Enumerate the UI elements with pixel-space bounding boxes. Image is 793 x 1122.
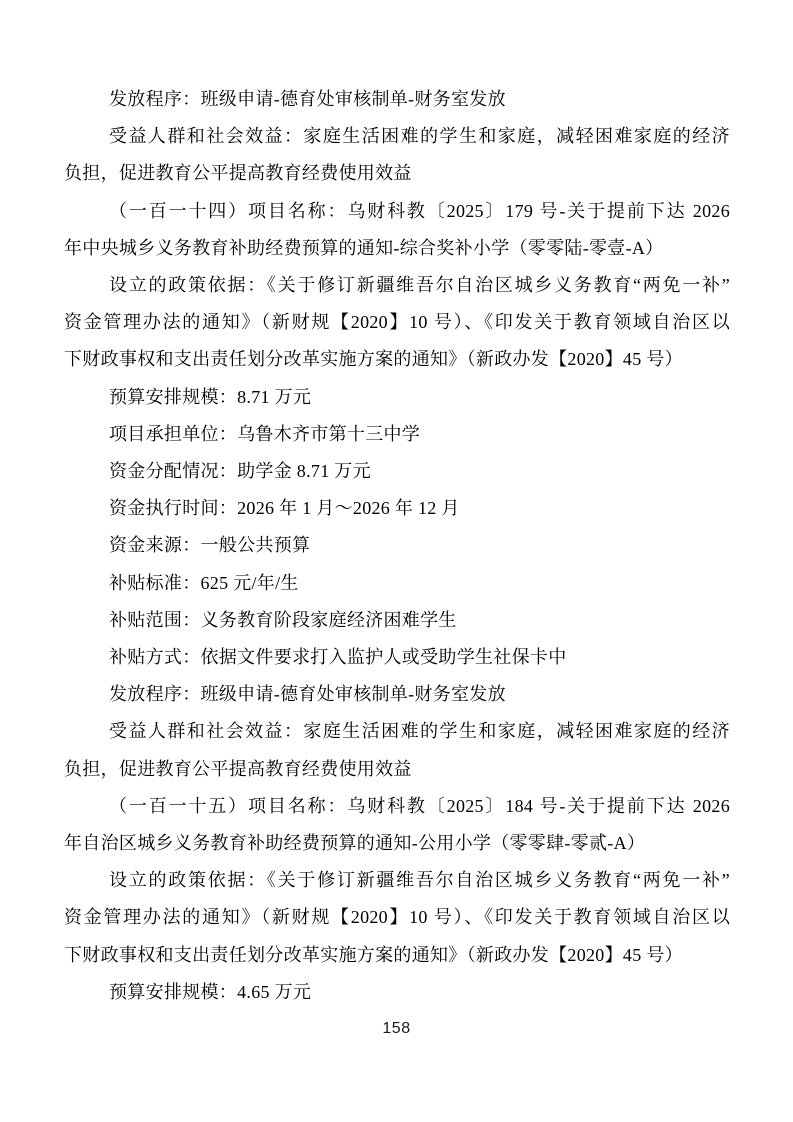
document-line: 预算安排规模：8.71 万元 bbox=[109, 386, 312, 407]
document-line: 资金管理办法的通知》（新财规【2020】10 号）、《印发关于教育领域自治区以 bbox=[64, 312, 730, 333]
document-line: 补贴范围：义务教育阶段家庭经济困难学生 bbox=[109, 609, 457, 630]
document-line: （一百一十四）项目名称：乌财科教〔2025〕179 号-关于提前下达 2026 bbox=[109, 200, 730, 221]
page-footer bbox=[0, 1020, 793, 1038]
document-line: 负担，促进教育公平提高教育经费使用效益 bbox=[64, 758, 412, 779]
document-line: 资金分配情况：助学金 8.71 万元 bbox=[109, 461, 371, 482]
document-line: 年自治区城乡义务教育补助经费预算的通知-公用小学（零零肆-零贰-A） bbox=[64, 833, 646, 854]
document-line: 发放程序：班级申请-德育处审核制单-财务室发放 bbox=[109, 684, 506, 705]
document-line: 预算安排规模：4.65 万元 bbox=[109, 981, 312, 1002]
document-line: 下财政事权和支出责任划分改革实施方案的通知》（新政办发【2020】45 号） bbox=[64, 349, 683, 370]
document-line: 补贴方式：依据文件要求打入监护人或受助学生社保卡中 bbox=[109, 647, 567, 668]
document-line: 补贴标准：625 元/年/生 bbox=[109, 572, 299, 593]
page-number: 158 bbox=[382, 1020, 411, 1037]
document-line: 设立的政策依据：《关于修订新疆维吾尔自治区城乡义务教育“两免一补” bbox=[109, 870, 730, 891]
document-line: 资金管理办法的通知》（新财规【2020】10 号）、《印发关于教育领域自治区以 bbox=[64, 907, 730, 928]
document-line: 项目承担单位：乌鲁木齐市第十三中学 bbox=[109, 423, 421, 444]
document-line: 受益人群和社会效益：家庭生活困难的学生和家庭，减轻困难家庭的经济 bbox=[109, 126, 730, 147]
document-body bbox=[64, 81, 730, 1011]
document-line: 发放程序：班级申请-德育处审核制单-财务室发放 bbox=[109, 89, 506, 109]
document-line: 年中央城乡义务教育补助经费预算的通知-综合奖补小学（零零陆-零壹-A） bbox=[64, 237, 664, 258]
document-line: 设立的政策依据：《关于修订新疆维吾尔自治区城乡义务教育“两免一补” bbox=[109, 275, 730, 296]
document-line: 负担，促进教育公平提高教育经费使用效益 bbox=[64, 163, 412, 184]
document-line: 下财政事权和支出责任划分改革实施方案的通知》（新政办发【2020】45 号） bbox=[64, 944, 683, 965]
document-line: 资金来源：一般公共预算 bbox=[109, 535, 311, 556]
document-line: （一百一十五）项目名称：乌财科教〔2025〕184 号-关于提前下达 2026 bbox=[109, 795, 730, 816]
document-line: 受益人群和社会效益：家庭生活困难的学生和家庭，减轻困难家庭的经济 bbox=[109, 721, 730, 742]
document-line: 资金执行时间：2026 年 1 月～2026 年 12 月 bbox=[109, 498, 460, 519]
